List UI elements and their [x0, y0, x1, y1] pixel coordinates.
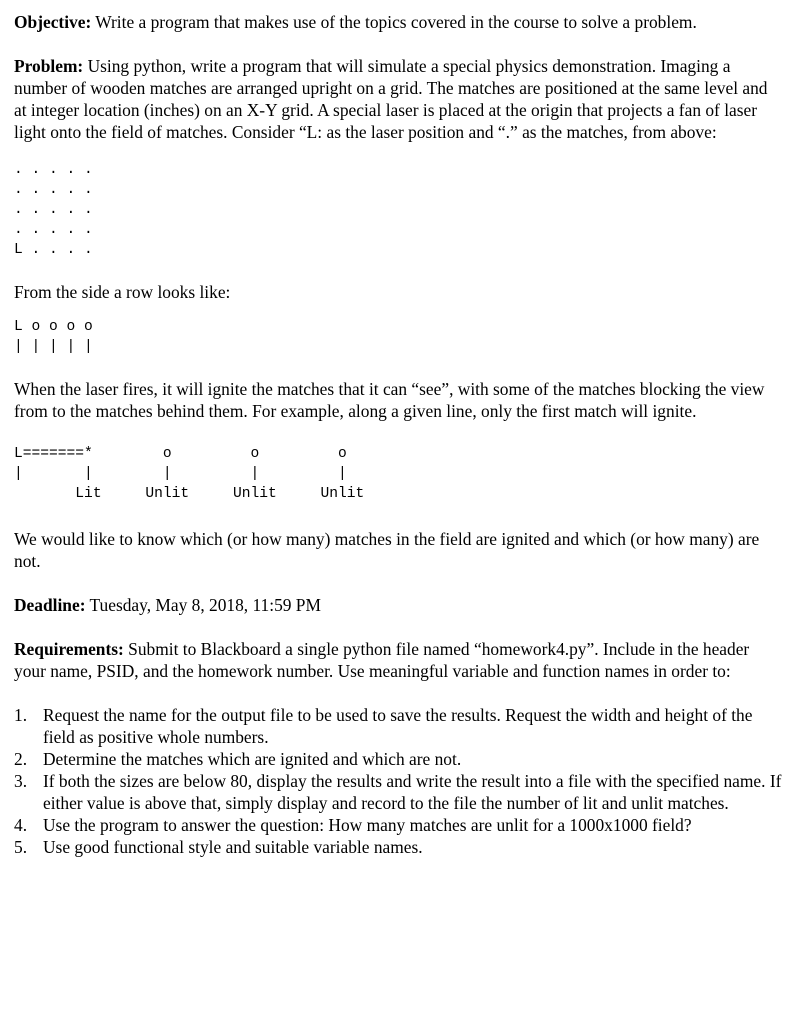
list-item — [14, 704, 784, 748]
deadline-text: Tuesday, May 8, 2018, 11:59 PM — [85, 595, 321, 615]
requirements-text: Submit to Blackboard a single python file named “homework4.py”. Include in the header your name, PSID, and the homework number. Use meaningful variable and function names in order to: — [14, 639, 750, 681]
deadline-paragraph — [14, 594, 784, 616]
fire-row: Lit Unlit Unlit Unlit — [14, 486, 365, 502]
requirements-list — [14, 704, 784, 858]
list-item-number: 5. — [14, 837, 28, 857]
list-item-number: 4. — [14, 815, 28, 835]
list-item-text: Use the program to answer the question: How many matches are unlit for a 1000x1000 field? — [43, 815, 692, 835]
grid-diagram — [14, 160, 784, 260]
grid-row: . . . . . — [14, 182, 93, 198]
list-item-text: If both the sizes are below 80, display the results and write the result into a file with the specified name. If either value is above that, simply display and record to the file the number of lit and unlit matches. — [43, 771, 782, 813]
side-view-diagram — [14, 317, 784, 357]
list-item-number: 2. — [14, 749, 28, 769]
list-item — [14, 836, 784, 858]
grid-row: . . . . . — [14, 202, 93, 218]
objective-label: Objective: — [14, 12, 92, 32]
fire-row: L=======* o o o — [14, 446, 347, 462]
list-item-text: Request the name for the output file to be used to save the results. Request the width and height of the field as positive whole numbers. — [43, 705, 753, 747]
list-item-number: 3. — [14, 771, 28, 791]
list-item-text: Use good functional style and suitable variable names. — [43, 837, 423, 857]
problem-text: Using python, write a program that will simulate a special physics demonstration. Imaging a number of wooden matches are arranged upright on a grid. The matches are positioned at the same level and at integer location (inches) on an X-Y grid. A special laser is placed at the origin that projects a fan of laser light onto the field of matches. Consider “L: as the laser position and “.” as the matches, from above: — [14, 56, 768, 142]
deadline-label: Deadline: — [14, 595, 86, 615]
list-item — [14, 748, 784, 770]
problem-paragraph — [14, 55, 784, 143]
list-item — [14, 814, 784, 836]
fire-row: | | | | | — [14, 466, 347, 482]
requirements-paragraph — [14, 638, 784, 682]
objective-text: Write a program that makes use of the topics covered in the course to solve a problem. — [91, 12, 697, 32]
grid-row: . . . . . — [14, 222, 93, 238]
list-item-number: 1. — [14, 705, 28, 725]
question-paragraph: We would like to know which (or how many) matches in the field are ignited and which (or how many) are not. — [14, 529, 760, 571]
objective-paragraph — [14, 11, 784, 33]
assignment-document — [14, 8, 784, 858]
requirements-label: Requirements: — [14, 639, 124, 659]
side-row: L o o o o — [14, 319, 93, 335]
laser-fire-paragraph: When the laser fires, it will ignite the matches that it can “see”, with some of the matches blocking the view from to the matches behind them. For example, along a given line, only the first match will ignite. — [14, 379, 765, 421]
side-row: | | | | | — [14, 339, 93, 355]
problem-label: Problem: — [14, 56, 84, 76]
grid-row: . . . . . — [14, 162, 93, 178]
list-item — [14, 770, 784, 814]
grid-row: L . . . . — [14, 242, 93, 258]
list-item-text: Determine the matches which are ignited and which are not. — [43, 749, 462, 769]
laser-fire-diagram — [14, 444, 784, 504]
side-view-intro: From the side a row looks like: — [14, 282, 231, 302]
